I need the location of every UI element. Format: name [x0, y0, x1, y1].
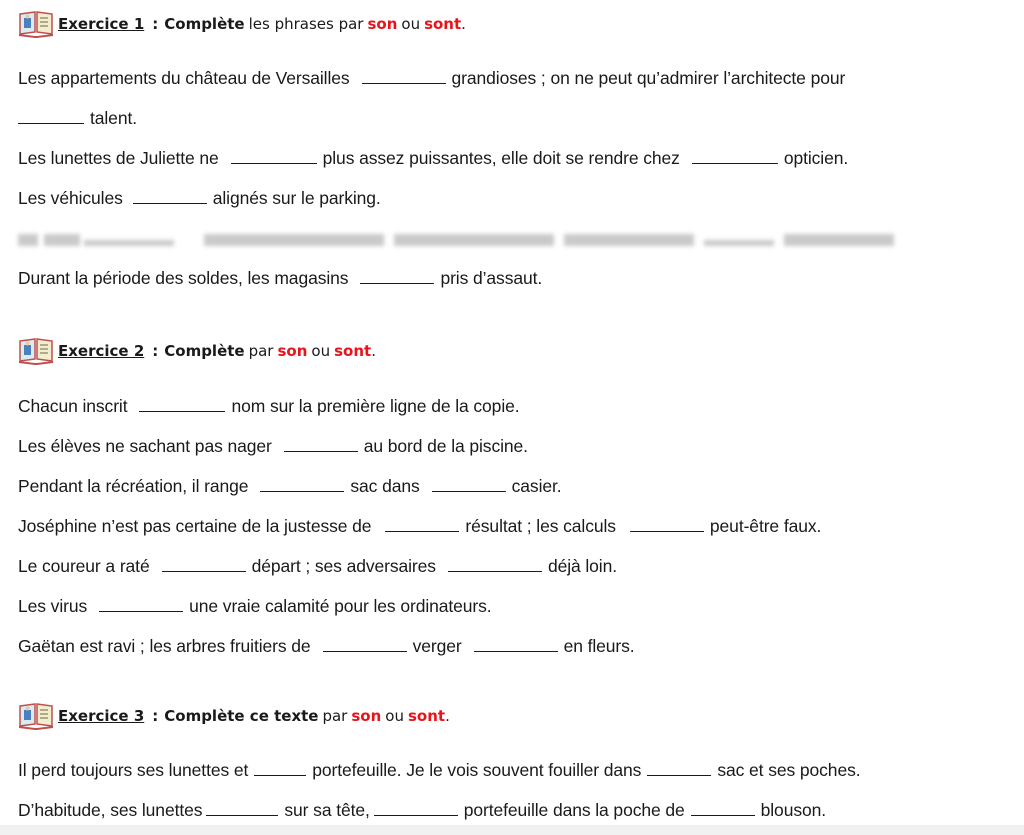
sentence-text: sac dans: [350, 476, 420, 496]
instruction-bold: Complète: [164, 342, 245, 360]
exercise-3-line-2: [18, 800, 826, 821]
blank-field[interactable]: [254, 761, 306, 776]
blank-field[interactable]: [18, 109, 84, 124]
sentence-text: sur sa tête,: [284, 800, 370, 820]
sentence-text: Pendant la récréation, il range: [18, 476, 249, 496]
blank-field[interactable]: [691, 801, 755, 816]
sentence-text: portefeuille dans la poche de: [463, 800, 685, 820]
blank-field[interactable]: [692, 149, 778, 164]
connector: ou: [311, 342, 331, 360]
blank-field[interactable]: [284, 437, 358, 452]
sentence-text: portefeuille. Je le vois souvent fouiller dans: [312, 760, 642, 780]
sentence-text: plus assez puissantes, elle doit se rendre chez: [322, 148, 680, 168]
exercise-2-line-2: [18, 436, 528, 457]
blank-field[interactable]: [360, 269, 434, 284]
sentence-text: alignés sur le parking.: [212, 188, 381, 208]
instruction-plain: par: [322, 707, 348, 725]
sentence-text: D’habitude, ses lunettes: [18, 800, 203, 820]
keyword-sont: sont: [424, 15, 462, 33]
blank-field[interactable]: [99, 597, 183, 612]
sentence-text: Les lunettes de Juliette ne: [18, 148, 219, 168]
sentence-text: Chacun inscrit: [18, 396, 128, 416]
exercise-3-heading: [18, 701, 450, 731]
exercise-1-heading: [18, 9, 466, 39]
exercise-2-line-7: [18, 636, 635, 657]
page-bottom-edge: [0, 825, 1024, 835]
blank-field[interactable]: [206, 801, 278, 816]
sentence-text: pris d’assaut.: [440, 268, 543, 288]
blank-field[interactable]: [133, 189, 207, 204]
exercise-2-line-5: [18, 556, 617, 577]
sentence-text: Gaëtan est ravi ; les arbres fruitiers de: [18, 636, 311, 656]
sentence-text: sac et ses poches.: [717, 760, 861, 780]
sentence-text: une vraie calamité pour les ordinateurs.: [189, 596, 492, 616]
sentence-text: grandioses ; on ne peut qu’admirer l’architecte pour: [451, 68, 846, 88]
exercise-1-line-2: [18, 108, 137, 129]
sentence-text: Les virus: [18, 596, 88, 616]
instruction-plain: par: [248, 342, 274, 360]
exercise-label: Exercice 3: [58, 707, 145, 725]
sentence-text: Les appartements du château de Versailles: [18, 68, 350, 88]
blank-field[interactable]: [432, 477, 506, 492]
connector: ou: [401, 15, 421, 33]
separator: :: [152, 15, 159, 33]
period: .: [461, 15, 466, 33]
instruction-bold: Complète ce texte: [164, 707, 319, 725]
sentence-text: Les véhicules: [18, 188, 123, 208]
period: .: [371, 342, 376, 360]
sentence-text: Durant la période des soldes, les magasins: [18, 268, 349, 288]
sentence-text: Joséphine n’est pas certaine de la justesse de: [18, 516, 372, 536]
exercise-1-line-1: [18, 68, 845, 89]
separator: :: [152, 707, 159, 725]
sentence-text: déjà loin.: [547, 556, 617, 576]
period: .: [445, 707, 450, 725]
sentence-text: Il perd toujours ses lunettes et: [18, 760, 249, 780]
exercise-3-line-1: [18, 760, 860, 781]
keyword-son: son: [351, 707, 382, 725]
exercise-label: Exercice 2: [58, 342, 145, 360]
exercise-label: Exercice 1: [58, 15, 145, 33]
instruction-bold: Complète: [164, 15, 245, 33]
blank-field[interactable]: [260, 477, 344, 492]
sentence-text: nom sur la première ligne de la copie.: [231, 396, 520, 416]
sentence-text: opticien.: [783, 148, 849, 168]
exercise-2-line-6: [18, 596, 492, 617]
sentence-text: casier.: [511, 476, 562, 496]
sentence-text: au bord de la piscine.: [363, 436, 528, 456]
blank-field[interactable]: [139, 397, 225, 412]
blank-field[interactable]: [647, 761, 711, 776]
sentence-text: résultat ; les calculs: [465, 516, 616, 536]
sentence-text: Le coureur a raté: [18, 556, 150, 576]
blank-field[interactable]: [474, 637, 558, 652]
open-book-icon: [18, 702, 54, 730]
blank-field[interactable]: [162, 557, 246, 572]
sentence-text: blouson.: [760, 800, 827, 820]
keyword-sont: sont: [407, 707, 446, 725]
blank-field[interactable]: [362, 69, 446, 84]
keyword-son: son: [367, 15, 398, 33]
connector: ou: [385, 707, 404, 725]
sentence-text: en fleurs.: [563, 636, 635, 656]
blank-field[interactable]: [374, 801, 458, 816]
exercise-1-line-3: [18, 148, 848, 169]
sentence-text: peut-être faux.: [709, 516, 822, 536]
sentence-text: Les élèves ne sachant pas nager: [18, 436, 272, 456]
blank-field[interactable]: [231, 149, 317, 164]
blank-field[interactable]: [630, 517, 704, 532]
separator: :: [152, 342, 159, 360]
exercise-1-line-5: [18, 268, 542, 289]
blank-field[interactable]: [448, 557, 542, 572]
blank-field[interactable]: [323, 637, 407, 652]
sentence-text: verger: [412, 636, 462, 656]
exercise-2-line-4: [18, 516, 821, 537]
exercise-2-line-3: [18, 476, 562, 497]
open-book-icon: [18, 10, 54, 38]
sentence-text: talent.: [90, 108, 137, 128]
keyword-sont: sont: [334, 342, 372, 360]
open-book-icon: [18, 337, 54, 365]
sentence-text: départ ; ses adversaires: [251, 556, 436, 576]
exercise-2-heading: [18, 336, 376, 366]
redacted-line: [14, 228, 894, 254]
blank-field[interactable]: [385, 517, 459, 532]
exercise-1-line-4: [18, 188, 381, 209]
instruction-plain: les phrases par: [248, 15, 364, 33]
exercise-2-line-1: [18, 396, 520, 417]
keyword-son: son: [277, 342, 308, 360]
